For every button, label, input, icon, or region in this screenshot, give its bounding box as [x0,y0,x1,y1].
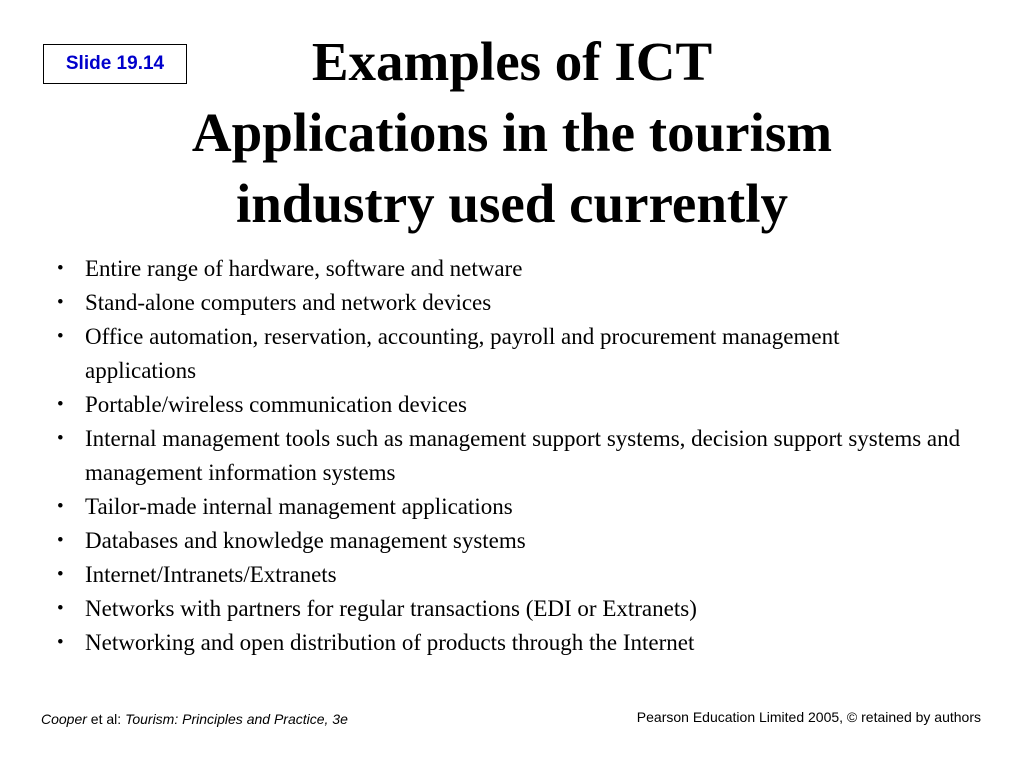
bullet-dot-icon: • [57,258,64,279]
bullet-text: Portable/wireless communication devices [85,392,467,417]
bullet-dot-icon: • [57,530,64,551]
footer-et-al: et al: [86,711,126,727]
bullet-item [54,388,994,422]
bullet-item [54,524,994,558]
bullet-text: Networking and open distribution of products through the Internet [85,630,695,655]
bullet-text: Networks with partners for regular transactions (EDI or Extranets) [85,596,697,621]
bullet-dot-icon: • [57,394,64,415]
bullet-dot-icon: • [57,326,64,347]
slide-title-line-3: industry used currently [235,173,789,234]
bullet-text: Internet/Intranets/Extranets [85,562,337,587]
bullet-item [54,252,994,286]
slide-number-badge: Slide 19.14 [43,44,187,84]
bullet-dot-icon: • [57,292,64,313]
bullet-item [54,320,885,388]
bullet-dot-icon: • [57,564,64,585]
bullet-text: Office automation, reservation, accounting, payroll and procurement management applications [85,324,840,383]
footer-copyright: Pearson Education Limited 2005, © retained by authors [636,709,981,725]
footer-book-title: Tourism: Principles and Practice, 3e [125,711,348,727]
bullet-text: Databases and knowledge management systems [85,528,526,553]
bullet-text: Entire range of hardware, software and netware [85,256,523,281]
footer-citation [41,711,348,727]
bullet-item [54,490,994,524]
slide-title-line-1: Examples of ICT [311,31,713,92]
bullet-item [54,286,994,320]
slide-title-line-2: Applications in the tourism [191,102,833,163]
bullet-text: Stand-alone computers and network devices [85,290,492,315]
bullet-item [54,422,985,490]
bullet-dot-icon: • [57,496,64,517]
bullet-text: Internal management tools such as management support systems, decision support systems and management information systems [85,426,961,485]
bullet-dot-icon: • [57,632,64,653]
bullet-text: Tailor-made internal management applications [85,494,513,519]
bullet-item [54,558,994,592]
bullet-list [54,252,994,660]
bullet-item [54,592,994,626]
footer-author: Cooper [41,711,87,727]
slide-title [120,26,904,239]
bullet-dot-icon: • [57,598,64,619]
bullet-item [54,626,785,660]
bullet-dot-icon: • [57,428,64,449]
